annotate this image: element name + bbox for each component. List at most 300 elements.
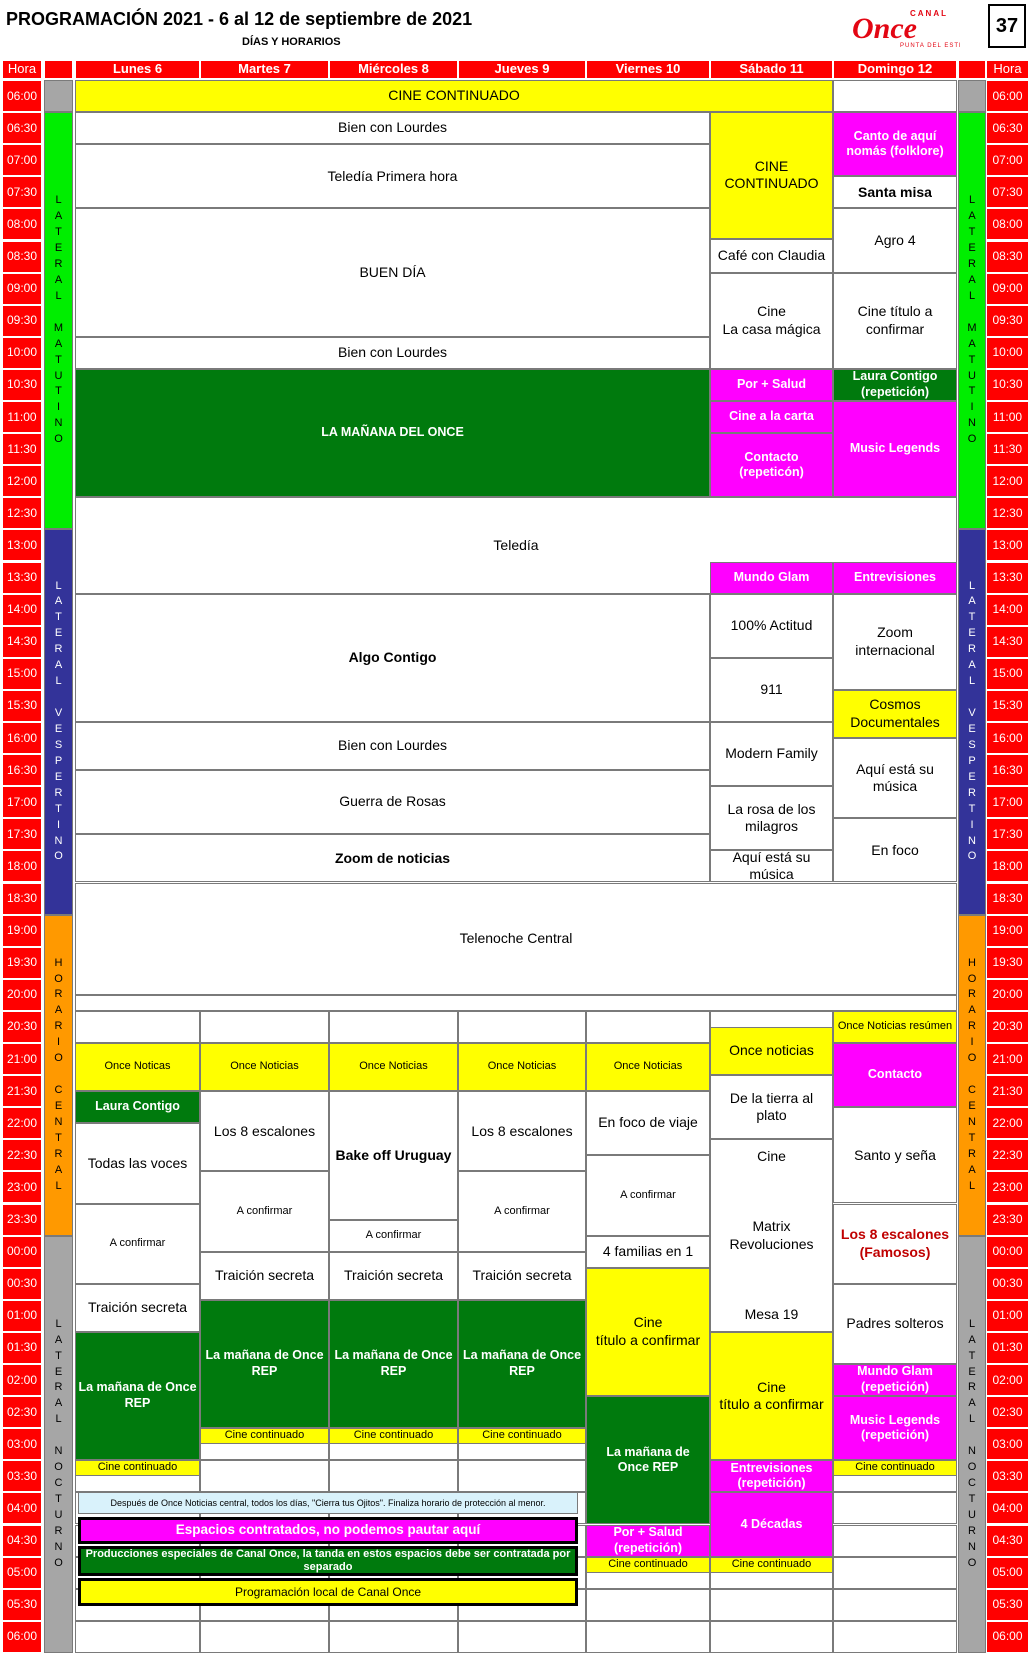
program-slot: Cine continuado: [200, 1428, 329, 1444]
time-label-right: 01:00: [986, 1300, 1029, 1332]
empty-slot: [833, 1621, 957, 1653]
lateral-letter: A: [968, 273, 976, 286]
day-header: Jueves 9: [458, 60, 586, 79]
program-slot: Once Noticias resúmen: [833, 1011, 957, 1043]
time-label-right: 10:30: [986, 369, 1029, 401]
lateral-letter: L: [55, 289, 62, 302]
time-label-left: 01:30: [2, 1332, 42, 1364]
lateral-letter: O: [967, 1461, 977, 1474]
lateral-letter: T: [968, 353, 976, 366]
lateral-letter: E: [968, 1365, 976, 1378]
program-slot: CINE CONTINUADO: [75, 80, 833, 112]
time-label-right: 18:00: [986, 850, 1029, 882]
lateral-header-right: [958, 60, 986, 79]
logo-main-text: Once: [852, 12, 917, 45]
program-slot: Music Legends (repetición): [833, 1396, 957, 1460]
lateral-letter: R: [968, 257, 976, 270]
lateral-letter: N: [54, 1540, 63, 1553]
lateral-letter: A: [54, 273, 63, 286]
lateral-letter: I: [970, 401, 974, 414]
page-subtitle: DÍAS Y HORARIOS: [242, 36, 341, 48]
lateral-letter: M: [53, 321, 64, 334]
time-label-left: 02:30: [2, 1396, 42, 1428]
lateral-letter: I: [56, 818, 61, 831]
program-slot: Traición secreta: [458, 1252, 586, 1300]
time-label-left: 00:00: [2, 1236, 42, 1268]
time-label-left: 12:30: [2, 497, 42, 529]
program-slot: Santo y seña: [833, 1107, 957, 1203]
lateral-letter: T: [55, 1349, 62, 1362]
lateral-letter: T: [55, 385, 62, 398]
lateral-letter: R: [968, 1381, 976, 1394]
program-slot: Zoom internacional: [833, 594, 957, 690]
program-slot: 911: [710, 658, 833, 722]
empty-slot: [200, 1011, 329, 1043]
lateral-letter: E: [968, 722, 976, 735]
program-slot: En foco: [833, 818, 957, 882]
empty-slot: [458, 1621, 586, 1653]
time-label-right: 13:00: [986, 529, 1029, 561]
lateral-letter: O: [967, 972, 977, 985]
time-label-right: 18:30: [986, 883, 1029, 915]
lateral-letter: R: [54, 1524, 63, 1537]
program-slot: [75, 995, 957, 1011]
program-slot: Traición secreta: [200, 1252, 329, 1300]
lateral-letter: R: [54, 988, 63, 1001]
time-label-right: 21:00: [986, 1043, 1029, 1075]
program-slot: Telenoche Central: [75, 883, 957, 995]
time-label-right: 16:30: [986, 754, 1029, 786]
empty-slot: [833, 1557, 957, 1589]
lateral-letter: O: [967, 850, 977, 863]
time-label-left: 21:00: [2, 1043, 42, 1075]
program-slot: La mañana de Once REP: [200, 1300, 329, 1428]
lateral-letter: V: [54, 707, 63, 720]
time-label-right: 20:00: [986, 979, 1029, 1011]
lateral-letter: O: [967, 1052, 977, 1065]
time-label-right: 14:30: [986, 626, 1029, 658]
lateral-letter: I: [56, 401, 61, 414]
time-label-left: 03:00: [2, 1428, 42, 1460]
time-label-left: 10:30: [2, 369, 42, 401]
program-slot: La rosa de los milagros: [710, 786, 833, 850]
empty-slot: [329, 1621, 458, 1653]
lateral-letter: M: [967, 321, 977, 334]
lateral-letter: A: [968, 1333, 976, 1346]
lateral-letter: E: [54, 627, 63, 640]
program-slot: Bien con Lourdes: [75, 112, 710, 144]
lateral-letter: [57, 690, 60, 706]
program-slot: La mañana de Once REP: [586, 1396, 710, 1524]
program-slot: Entrevisiones: [833, 562, 957, 594]
lateral-letter: O: [967, 1556, 977, 1569]
day-header: Sábado 11: [710, 60, 833, 79]
program-slot: A confirmar: [329, 1220, 458, 1252]
lateral-letter: R: [968, 786, 976, 799]
empty-slot: [75, 1011, 200, 1043]
program-slot: Cine continuado: [75, 1460, 200, 1476]
lateral-letter: R: [968, 1147, 976, 1160]
program-slot: 4 Décadas: [710, 1492, 833, 1556]
lateral-letter: H: [54, 956, 63, 969]
time-label-left: 06:00: [2, 1621, 42, 1653]
lateral-letter: A: [968, 595, 976, 608]
lateral-letter: E: [54, 1365, 63, 1378]
lateral-letter: U: [54, 369, 63, 382]
empty-slot: [329, 1011, 458, 1043]
time-label-right: 11:30: [986, 433, 1029, 465]
program-slot: Cine Matrix Revoluciones Mesa 19: [710, 1139, 833, 1332]
lateral-letter: T: [968, 1349, 976, 1362]
lateral-letter: E: [54, 722, 63, 735]
program-slot: Bake off Uruguay: [329, 1091, 458, 1219]
time-label-right: 05:00: [986, 1557, 1029, 1589]
lateral-letter: L: [55, 1317, 62, 1330]
day-header: Martes 7: [200, 60, 329, 79]
time-label-left: 02:00: [2, 1364, 42, 1396]
time-label-left: 03:30: [2, 1460, 42, 1492]
lateral-letter: A: [968, 337, 976, 350]
logo-small-text: CANAL: [910, 9, 948, 18]
program-slot: A confirmar: [586, 1155, 710, 1235]
lateral-letter: A: [54, 595, 63, 608]
lateral-letter: S: [968, 738, 976, 751]
lateral-letter: R: [968, 988, 976, 1001]
lateral-band-left: [44, 529, 73, 914]
time-label-right: 10:00: [986, 337, 1029, 369]
program-slot: Café con Claudia: [710, 239, 833, 273]
legend-contracted: Espacios contratados, no podemos pautar aquí: [78, 1517, 578, 1544]
program-slot: Laura Contigo: [75, 1091, 200, 1123]
empty-slot: [710, 1589, 833, 1621]
lateral-letter: [970, 690, 973, 706]
time-label-right: 06:30: [986, 112, 1029, 144]
lateral-letter: A: [54, 210, 63, 223]
lateral-letter: I: [970, 818, 974, 831]
lateral-letter: R: [54, 786, 63, 799]
program-slot: Laura Contigo (repetición): [833, 369, 957, 401]
empty-slot: [710, 1621, 833, 1653]
lateral-letter: N: [54, 1115, 63, 1128]
program-slot: Contacto: [833, 1043, 957, 1107]
time-label-left: 01:00: [2, 1300, 42, 1332]
time-label-right: 16:00: [986, 722, 1029, 754]
time-label-right: 08:00: [986, 208, 1029, 240]
lateral-band-left: [44, 112, 73, 529]
program-slot: Cine continuado: [710, 1557, 833, 1573]
lateral-letter: R: [968, 1524, 976, 1537]
time-label-right: 06:00: [986, 1621, 1029, 1653]
time-label-right: 05:30: [986, 1589, 1029, 1621]
time-label-left: 14:00: [2, 594, 42, 626]
time-label-right: 04:30: [986, 1525, 1029, 1557]
time-label-left: 22:00: [2, 1107, 42, 1139]
lateral-band-right: [958, 1236, 986, 1653]
lateral-letter: T: [968, 611, 976, 624]
lateral-letter: E: [968, 627, 976, 640]
lateral-letter: O: [967, 433, 977, 446]
program-slot: Padres solteros: [833, 1284, 957, 1364]
lateral-letter: L: [55, 194, 62, 207]
lateral-letter: N: [54, 417, 63, 430]
lateral-letter: R: [54, 1381, 63, 1394]
time-label-right: 08:30: [986, 241, 1029, 273]
legend-note: Después de Once Noticias central, todos los días, "Cierra tus Ojitos". Finaliza horario de protección al menor.: [78, 1492, 578, 1514]
lateral-letter: N: [968, 417, 976, 430]
time-label-left: 23:30: [2, 1204, 42, 1236]
time-label-left: 22:30: [2, 1139, 42, 1171]
lateral-letter: A: [54, 1397, 63, 1410]
lateral-letter: T: [55, 1131, 62, 1144]
program-slot: Once Noticas: [75, 1043, 200, 1091]
program-slot: Cine título a confirmar: [586, 1268, 710, 1396]
time-label-right: 03:00: [986, 1428, 1029, 1460]
time-label-right: 03:30: [986, 1460, 1029, 1492]
program-slot: Teledía Primera hora: [75, 144, 710, 208]
program-slot: Contacto (repeticón): [710, 433, 833, 497]
time-label-right: 23:00: [986, 1171, 1029, 1203]
lateral-band-right: [958, 529, 986, 914]
time-label-right: 07:00: [986, 144, 1029, 176]
time-label-right: 04:00: [986, 1492, 1029, 1524]
page-title: PROGRAMACIÓN 2021 - 6 al 12 de septiembre de 2021: [6, 9, 473, 29]
lateral-letter: [57, 1428, 60, 1444]
time-label-left: 20:30: [2, 1011, 42, 1043]
time-label-left: 09:00: [2, 273, 42, 305]
lateral-letter: T: [968, 226, 976, 239]
empty-slot: [458, 1011, 586, 1043]
lateral-letter: T: [55, 611, 62, 624]
program-slot: Canto de aquí nomás (folklore): [833, 112, 957, 176]
lateral-letter: A: [54, 659, 63, 672]
lateral-letter: L: [968, 1317, 976, 1330]
lateral-band-left: [44, 1236, 73, 1653]
time-label-left: 06:30: [2, 112, 42, 144]
lateral-top-right: [958, 80, 986, 112]
empty-slot: [586, 1011, 710, 1043]
time-label-left: 16:00: [2, 722, 42, 754]
program-slot: Once Noticias: [329, 1043, 458, 1091]
program-slot: Bien con Lourdes: [75, 337, 710, 369]
lateral-letter: A: [54, 1333, 63, 1346]
lateral-letter: I: [970, 1036, 974, 1049]
lateral-letter: [57, 1067, 60, 1083]
program-slot: Modern Family: [710, 722, 833, 786]
lateral-letter: R: [54, 1147, 63, 1160]
lateral-letter: [57, 305, 60, 321]
empty-slot: [200, 1621, 329, 1653]
time-label-right: 09:00: [986, 273, 1029, 305]
time-label-left: 20:00: [2, 979, 42, 1011]
time-label-right: 19:00: [986, 915, 1029, 947]
program-slot: CINE CONTINUADO: [710, 112, 833, 239]
lateral-letter: P: [968, 754, 976, 767]
program-slot: 4 familias en 1: [586, 1236, 710, 1268]
lateral-letter: T: [968, 802, 976, 815]
program-slot: Santa misa: [833, 176, 957, 208]
time-label-left: 04:30: [2, 1525, 42, 1557]
time-label-right: 23:30: [986, 1204, 1029, 1236]
time-label-right: 17:00: [986, 786, 1029, 818]
lateral-letter: O: [54, 972, 63, 985]
program-slot: Los 8 escalones: [458, 1091, 586, 1171]
lateral-letter: R: [968, 643, 976, 656]
lateral-letter: A: [968, 1004, 976, 1017]
time-label-left: 18:30: [2, 883, 42, 915]
time-label-left: 16:30: [2, 754, 42, 786]
empty-slot: [586, 1621, 710, 1653]
time-label-left: 19:30: [2, 947, 42, 979]
program-slot: BUEN DÍA: [75, 208, 710, 336]
lateral-top-left: [44, 80, 73, 112]
time-label-left: 00:30: [2, 1268, 42, 1300]
lateral-letter: E: [54, 1100, 63, 1112]
time-label-left: 15:00: [2, 658, 42, 690]
time-label-right: 07:30: [986, 176, 1029, 208]
time-label-left: 23:00: [2, 1171, 42, 1203]
empty-slot: [458, 1460, 586, 1492]
lateral-letter: L: [55, 1413, 62, 1426]
logo-tag-text: PUNTA DEL ESTE: [900, 43, 960, 49]
time-label-left: 05:00: [2, 1557, 42, 1589]
program-slot: Teledía: [75, 497, 957, 593]
lateral-letter: A: [968, 1397, 976, 1410]
lateral-letter: A: [968, 659, 976, 672]
time-label-right: 01:30: [986, 1332, 1029, 1364]
time-label-right: 15:30: [986, 690, 1029, 722]
program-slot: De la tierra al plato: [710, 1075, 833, 1139]
program-slot: Cine continuado: [458, 1428, 586, 1444]
lateral-letter: O: [54, 1052, 63, 1065]
time-label-right: 02:00: [986, 1364, 1029, 1396]
time-label-left: 19:00: [2, 915, 42, 947]
time-label-right: 15:00: [986, 658, 1029, 690]
lateral-letter: T: [968, 385, 976, 398]
time-label-left: 12:00: [2, 465, 42, 497]
program-slot: Mundo Glam (repetición): [833, 1364, 957, 1396]
lateral-letter: C: [968, 1084, 976, 1097]
time-label-left: 04:00: [2, 1492, 42, 1524]
lateral-letter: E: [54, 770, 63, 783]
program-slot: Cine continuado: [586, 1557, 710, 1573]
lateral-letter: N: [968, 1445, 976, 1458]
program-slot: Aquí está su música: [833, 738, 957, 818]
lateral-letter: N: [968, 1115, 976, 1128]
time-label-right: 21:30: [986, 1075, 1029, 1107]
program-slot: Once Noticias: [586, 1043, 710, 1091]
lateral-letter: [970, 1428, 973, 1444]
time-label-left: 11:30: [2, 433, 42, 465]
program-slot: LA MAÑANA DEL ONCE: [75, 369, 710, 497]
time-label-right: 13:30: [986, 562, 1029, 594]
time-label-left: 13:00: [2, 529, 42, 561]
program-slot: La mañana de Once REP: [329, 1300, 458, 1428]
lateral-letter: L: [968, 1413, 976, 1426]
time-label-left: 18:00: [2, 850, 42, 882]
lateral-letter: T: [55, 1493, 62, 1506]
time-label-right: 22:00: [986, 1107, 1029, 1139]
time-label-left: 07:00: [2, 144, 42, 176]
program-slot: A confirmar: [75, 1204, 200, 1284]
lateral-letter: O: [54, 850, 63, 863]
lateral-letter: A: [968, 1163, 976, 1176]
time-label-left: 06:00: [2, 80, 42, 112]
lateral-letter: N: [54, 1445, 63, 1458]
lateral-letter: A: [54, 1163, 63, 1176]
lateral-letter: A: [54, 1004, 63, 1017]
program-slot: Cine título a confirmar: [710, 1332, 833, 1460]
empty-slot: [833, 1492, 957, 1524]
lateral-letter: I: [56, 1036, 61, 1049]
empty-slot: [329, 1460, 458, 1492]
lateral-letter: L: [968, 1179, 976, 1192]
lateral-letter: A: [54, 337, 63, 350]
lateral-letter: E: [968, 770, 976, 783]
program-slot: Cine continuado: [329, 1428, 458, 1444]
lateral-letter: T: [55, 802, 62, 815]
time-label-right: 17:30: [986, 818, 1029, 850]
lateral-letter: O: [54, 1556, 63, 1569]
hour-header-right: Hora: [986, 60, 1029, 79]
time-label-left: 17:00: [2, 786, 42, 818]
lateral-letter: U: [968, 369, 976, 382]
time-label-left: 07:30: [2, 176, 42, 208]
program-slot: Cine título a confirmar: [833, 273, 957, 369]
empty-slot: [586, 1589, 710, 1621]
lateral-letter: T: [968, 1131, 976, 1144]
lateral-letter: O: [54, 433, 63, 446]
program-slot: La mañana de Once REP: [458, 1300, 586, 1428]
lateral-letter: L: [968, 675, 976, 688]
time-label-left: 15:30: [2, 690, 42, 722]
program-slot: Traición secreta: [75, 1284, 200, 1332]
program-slot: Entrevisiones (repetición): [710, 1460, 833, 1492]
lateral-header-left: [44, 60, 73, 79]
lateral-letter: V: [968, 707, 976, 720]
legend-special: Producciones especiales de Canal Once, la tanda en estos espacios debe ser contratada por separado: [78, 1546, 578, 1576]
program-slot: Por + Salud (repetición): [586, 1525, 710, 1557]
program-slot: Guerra de Rosas: [75, 770, 710, 834]
lateral-letter: E: [968, 242, 976, 255]
lateral-letter: N: [968, 1540, 976, 1553]
lateral-letter: U: [54, 1508, 63, 1521]
lateral-letter: R: [968, 1020, 976, 1033]
time-label-right: 14:00: [986, 594, 1029, 626]
lateral-letter: L: [968, 579, 976, 592]
lateral-letter: T: [968, 1493, 976, 1506]
program-slot: Zoom de noticias: [75, 834, 710, 882]
program-slot: Los 8 escalones (Famosos): [833, 1204, 957, 1284]
lateral-letter: P: [54, 754, 63, 767]
lateral-letter: T: [55, 353, 62, 366]
program-slot: Algo Contigo: [75, 594, 710, 722]
lateral-letter: O: [54, 1461, 63, 1474]
program-slot: Los 8 escalones: [200, 1091, 329, 1171]
program-slot: A confirmar: [458, 1171, 586, 1251]
program-slot: Once Noticias: [200, 1043, 329, 1091]
empty-slot: [200, 1460, 329, 1492]
time-label-right: 22:30: [986, 1139, 1029, 1171]
lateral-letter: E: [968, 1100, 976, 1112]
time-label-right: 12:30: [986, 497, 1029, 529]
time-label-left: 11:00: [2, 401, 42, 433]
lateral-letter: R: [54, 1020, 63, 1033]
lateral-letter: H: [968, 956, 976, 969]
program-slot: Music Legends: [833, 401, 957, 497]
program-slot: Por + Salud: [710, 369, 833, 401]
canal-once-logo: [848, 6, 960, 50]
lateral-letter: L: [55, 1179, 62, 1192]
